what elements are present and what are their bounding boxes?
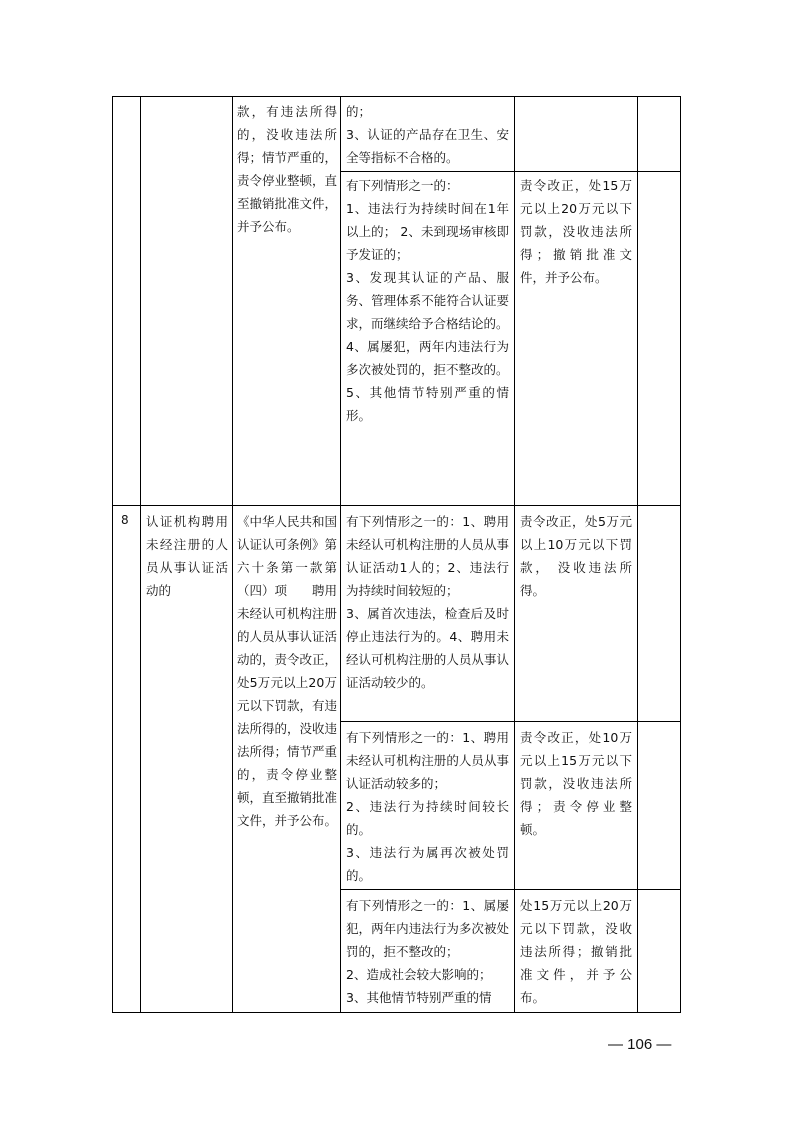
row8-condition-light: 有下列情形之一的：1、聘用未经认可机构注册的人员从事认证活动1人的；2、违法行为持续时间较短的； 3、属首次违法，检查后及时停止违法行为的。4、聘用未经认可机构注册的人员从事认证活动较少的。 (346, 514, 509, 690)
row7-penalty-severe: 责令改正，处15万元以上20万元以下罚款，没收违法所得；撤销批准文件，并予公布。 (520, 178, 632, 285)
page-number: — 106 — (608, 1036, 672, 1053)
row8-condition-mid: 有下列情形之一的：1、聘用未经认可机构注册的人员从事认证活动较多的； 2、违法行为持续时间较长的。 3、违法行为属再次被处罚的。 (346, 730, 509, 883)
row8-item-name: 认证机构聘用未经注册的人员从事认证活动的 (146, 514, 228, 598)
row-divider-7-8 (112, 505, 681, 506)
table-border-right (680, 96, 681, 1012)
row8-number: 8 (121, 513, 129, 527)
row8-legal-basis: 《中华人民共和国认证认可条例》第六十条第一款第（四）项 聘用未经认可机构注册的人员从事认证活动的，责令改正，处5万元以上20万元以下罚款，有违法所得的，没收违法所得；情节严重的，责令停业整顿，直至撤销批准文件，并予公布。 (237, 514, 338, 828)
row8-penalty-light: 责令改正，处5万元以上10万元以下罚款， 没收违法所得。 (520, 514, 632, 598)
table-border-left (112, 96, 113, 1012)
col-divider-3 (340, 96, 341, 1012)
row8-penalty-mid: 责令改正，处10万元以上15万元以下罚款，没收违法所得；责令停业整顿。 (520, 730, 632, 837)
col-divider-4 (514, 96, 515, 1012)
row7-sub-divider (340, 171, 681, 172)
col-divider-1 (140, 96, 141, 1012)
col-divider-5 (637, 96, 638, 1012)
row8-condition-severe: 有下列情形之一的：1、属屡犯，两年内违法行为多次被处罚的，拒不整改的； 2、造成社会较大影响的； 3、其他情节特别严重的情 (346, 898, 509, 1005)
table-border-top (112, 96, 681, 97)
col-divider-2 (232, 96, 233, 1012)
row7-condition-severe: 有下列情形之一的： 1、违法行为持续时间在1年以上的； 2、未到现场审核即予发证的； 3、发现其认证的产品、服务、管理体系不能符合认证要求，而继续给予合格结论的。 4、属屡犯，两年内违法行为多次被处罚的，拒不整改的。 5、其他情节特别严重的情形。 (346, 178, 509, 423)
table-border-bottom (112, 1012, 681, 1013)
row8-penalty-severe: 处15万元以上20万元以下罚款，没收违法所得；撤销批准文件，并予公布。 (520, 898, 632, 1005)
row7-legal-basis-cont: 款，有违法所得的，没收违法所得；情节严重的，责令停业整顿，直至撤销批准文件，并予公布。 (237, 104, 338, 234)
row8-sub-divider-1 (340, 721, 681, 722)
row8-sub-divider-2 (340, 889, 681, 890)
row7-condition-tail: 的； 3、认证的产品存在卫生、安全等指标不合格的。 (346, 104, 509, 165)
